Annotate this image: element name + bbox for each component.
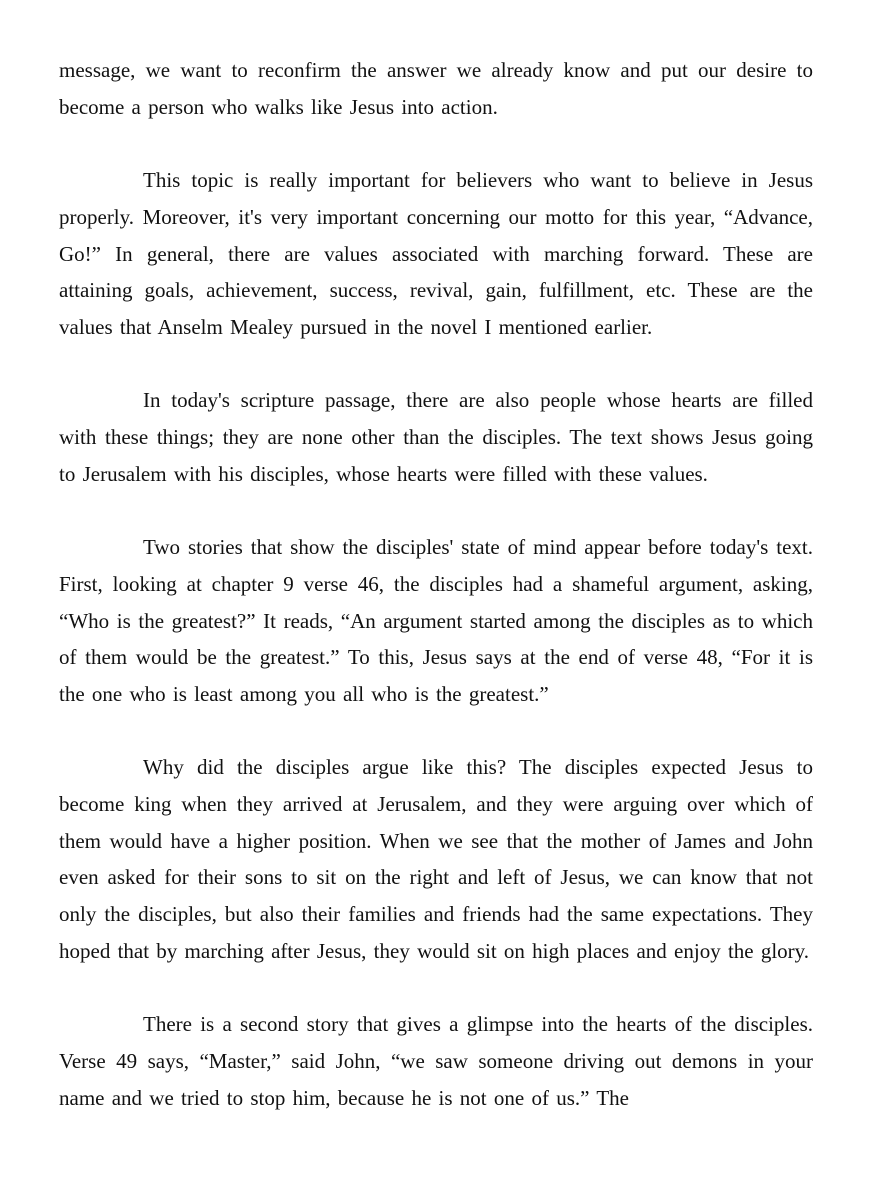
paragraph-topic-importance: This topic is really important for believers who want to believe in Jesus properly. Moreover, it's very important concerning our motto for this year, “Advance, Go!” In general, there are values associated with marching forward. These are attaining goals, achievement, success, revival, gain, fulfillment, etc. These are the values that Anselm Mealey pursued in the novel I mentioned earlier. [59,168,813,339]
paragraph-why-argue: Why did the disciples argue like this? The disciples expected Jesus to become king when they arrived at Jerusalem, and they were arguing over which of them would have a higher position. When we see that the mother of James and John even asked for their sons to sit on the right and left of Jesus, we can know that not only the disciples, but also their families and friends had the same expectations. They hoped that by marching after Jesus, they would sit on high places and enjoy the glory. [59,755,813,963]
paragraph-continuation: message, we want to reconfirm the answer we already know and put our desire to become a person who walks like Jesus into action. [59,58,813,119]
document-page [59,52,813,1153]
paragraph-two-stories: Two stories that show the disciples' state of mind appear before today's text. First, looking at chapter 9 verse 46, the disciples had a shameful argument, asking, “Who is the greatest?” It reads, “An argument started among the disciples as to which of them would be the greatest.” To this, Jesus says at the end of verse 48, “For it is the one who is least among you all who is the greatest.” [59,535,813,706]
paragraph-second-story: There is a second story that gives a glimpse into the hearts of the disciples. Verse 49 says, “Master,” said John, “we saw someone driving out demons in your name and we tried to stop him, because he is not one of us.” The [59,1012,813,1110]
paragraph-scripture-passage: In today's scripture passage, there are also people whose hearts are filled with these things; they are none other than the disciples. The text shows Jesus going to Jerusalem with his disciples, whose hearts were filled with these values. [59,388,813,486]
